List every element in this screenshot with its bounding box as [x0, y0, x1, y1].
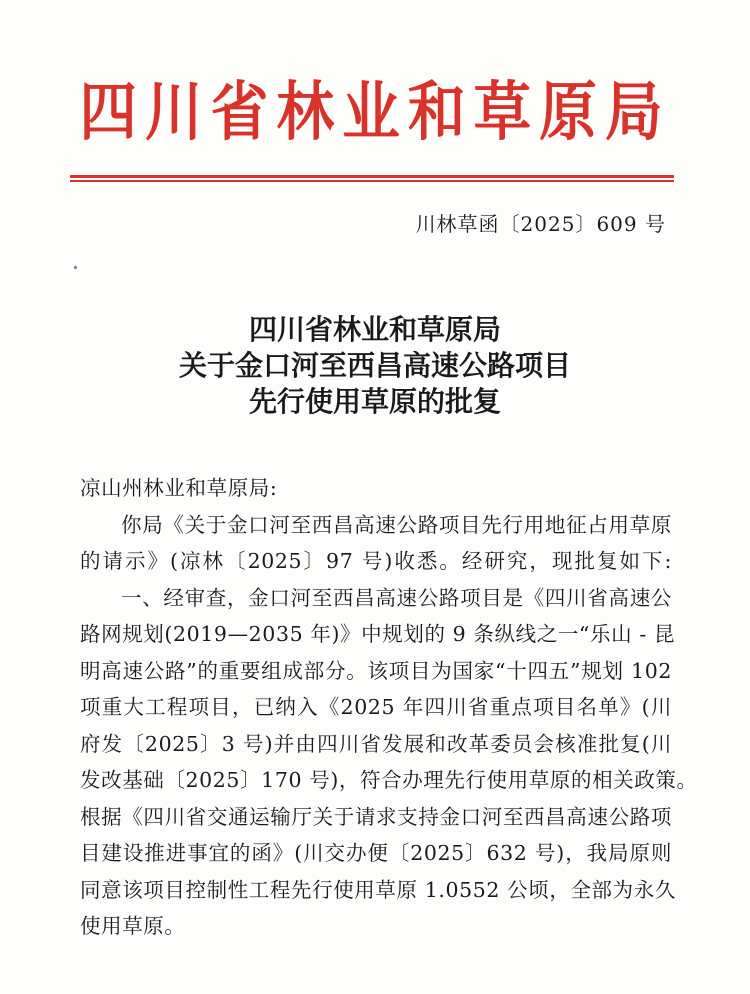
title-line-3: 先行使用草原的批复: [248, 385, 501, 418]
masthead-red-rule-thick: [70, 175, 674, 178]
body-line: 你局《关于金口河至西昌高速公路项目先行用地征占用草原: [121, 512, 672, 537]
salutation: 凉山州林业和草原局:: [80, 476, 278, 500]
body-line: 使用草原。: [80, 914, 186, 938]
body-line: 明高速公路”的重要组成部分。该项目为国家“十四五”规划 102: [80, 658, 672, 683]
document-body: [80, 470, 698, 945]
title-line-1: 四川省林业和草原局: [248, 313, 501, 346]
body-line: 路网规划(2019—2035 年)》中规划的 9 条纵线之一“乐山 - 昆: [80, 622, 676, 646]
title-line-2: 关于金口河至西昌高速公路项目: [178, 349, 571, 382]
body-line: 一、经审查，金口河至西昌高速公路项目是《四川省高速公: [121, 585, 672, 610]
scan-speck: [74, 266, 77, 269]
document-title: [0, 312, 750, 420]
body-line: 府发〔2025〕3 号)并由四川省发展和改革委员会核准批复(川: [80, 731, 672, 756]
body-line: 目建设推进事宜的函》(川交办便〔2025〕632 号)，我局原则: [80, 841, 672, 865]
document-number: 川林草函〔2025〕609 号: [415, 212, 666, 236]
body-line: 项重大工程项目，已纳入《2025 年四川省重点项目名单》(川: [80, 695, 672, 719]
body-line: 同意该项目控制性工程先行使用草原 1.0552 公顷，全部为永久: [80, 877, 676, 902]
body-line: 根据《四川省交通运输厅关于请求支持金口河至西昌高速公路项: [80, 804, 672, 829]
masthead-red-rule-thin: [70, 180, 674, 182]
masthead-agency-name: 四川省林业和草原局: [79, 76, 671, 150]
body-line: 的请示》(凉林〔2025〕97 号)收悉。经研究，现批复如下:: [80, 549, 672, 573]
body-line: 发改基础〔2025〕170 号)，符合办理先行使用草原的相关政策。: [80, 768, 698, 792]
